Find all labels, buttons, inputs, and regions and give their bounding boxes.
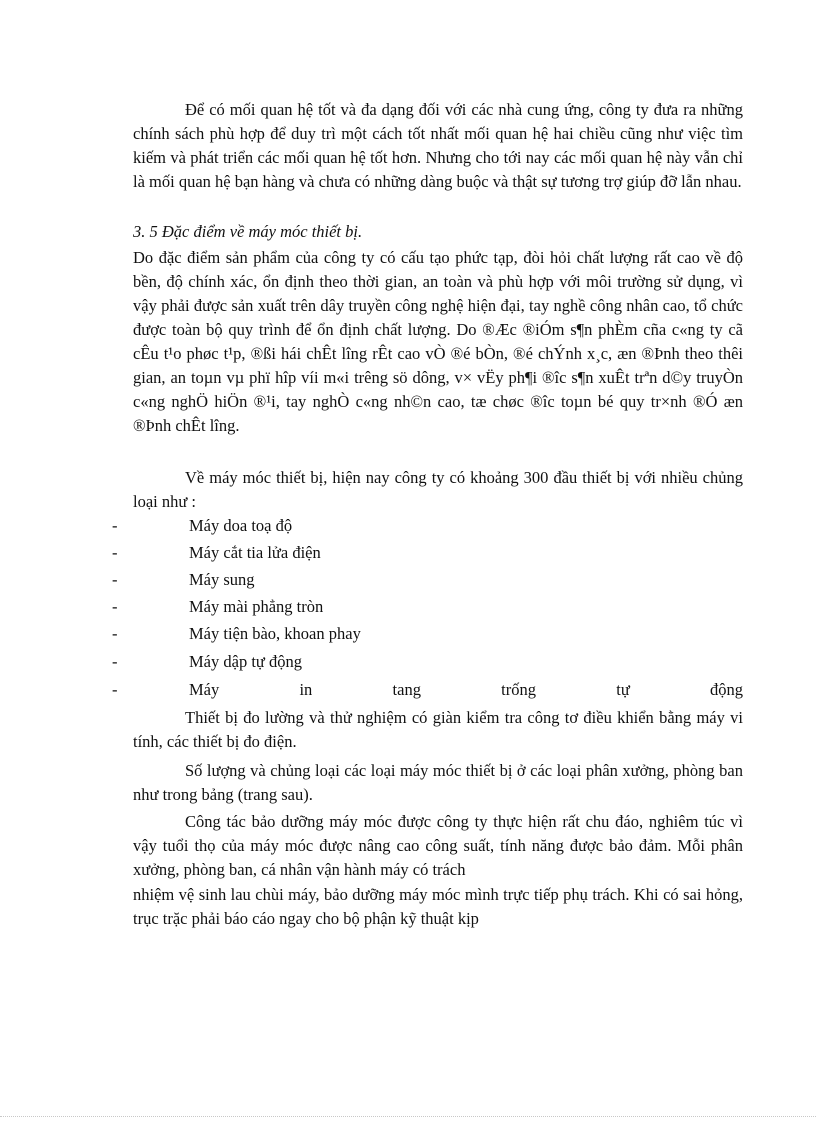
list-dash: - <box>112 624 118 643</box>
list-dash: - <box>112 570 118 589</box>
list-item <box>0 652 816 678</box>
list-item-text: Máy dập tự động <box>189 652 302 671</box>
paragraph-maintenance: Công tác bảo dưỡng máy móc được công ty thực hiện rất chu đáo, nghiêm túc vì vậy tuổi thọ của máy móc được nâng cao công suất, tính năng được bảo đảm. Mỗi phân xưởng, phòng ban, cá nhân vận hành máy có trách <box>133 812 743 879</box>
paragraph-product-features: Do đặc điểm sản phẩm của công ty có cấu tạo phức tạp, đòi hỏi chất lượng rất cao về độ bền, độ chính xác, ổn định theo thời gian, an toàn và phù hợp với môi trường sử dụng, vì vậy phải được sản xuất trên dây truyền công nghệ hiện đại, tay nghề công nhân cao, tổ chức được toàn bộ quy trình để ổn định chất lượng. Do ®Æc ®iÓm s¶n phÈm cña c«ng ty cã cÊu t¹o phøc t¹p, ®ßi hái chÊt lîng rÊt cao vÒ ®é bÒn, ®é chÝnh x¸c, æn ®Þnh theo thêi gian, an toµn vµ phï hîp víi m«i trêng sö dông, v× vËy ph¶i ®îc s¶n xuÊt trªn d©y truyÒn c«ng nghÖ hiÖn ®¹i, tay nghÒ c«ng nh©n cao, tæ chøc ®îc toµn bé quy tr×nh ®Ó æn ®Þnh chÊt lîng. <box>133 248 743 435</box>
list-item <box>0 543 816 569</box>
list-word: động <box>709 680 743 699</box>
list-item <box>0 597 816 623</box>
list-item <box>0 680 816 706</box>
paragraph-supplier-relations: Để có mối quan hệ tốt và đa dạng đối với các nhà cung ứng, công ty đưa ra những chính sách phù hợp để duy trì một cách tốt nhất mối quan hệ hai chiều cũng như việc tìm kiếm và phát triển các mối quan hệ tốt hơn. Nhưng cho tới nay các mối quan hệ này vẫn chỉ là mối quan hệ bạn hàng và chưa có những dàng buộc và thật sự tương trợ giúp đỡ lẫn nhau. <box>133 100 743 191</box>
list-item-text: Máy tiện bào, khoan phay <box>189 624 361 643</box>
list-item-text: Máy doa toạ độ <box>189 516 293 535</box>
list-dash: - <box>112 543 118 562</box>
list-dash: - <box>112 597 118 616</box>
list-item <box>0 570 816 596</box>
list-dash: - <box>112 680 118 699</box>
list-item-text <box>189 680 743 700</box>
paragraph-measurement-equipment: Thiết bị đo lường và thử nghiệm có giàn kiểm tra công tơ điều khiển bằng máy vi tính, các thiết bị đo điện. <box>133 708 743 751</box>
paragraph-equipment-intro: Về máy móc thiết bị, hiện nay công ty có khoảng 300 đầu thiết bị với nhiều chủng loại như : <box>133 468 743 511</box>
list-word: in <box>299 680 313 699</box>
list-word: tang <box>392 680 421 699</box>
list-dash: - <box>112 516 118 535</box>
list-item-text: Máy sung <box>189 570 255 589</box>
list-item <box>0 516 816 542</box>
list-word: Máy <box>189 680 220 699</box>
list-item-text: Máy mài phẳng tròn <box>189 597 324 616</box>
section-heading: 3. 5 Đặc điểm về máy móc thiết bị. <box>133 222 363 241</box>
list-item <box>0 624 816 650</box>
paragraph-maintenance-cont: nhiệm vệ sinh lau chùi máy, bảo dưỡng máy móc mình trực tiếp phụ trách. Khi có sai hỏng, trục trặc phải báo cáo ngay cho bộ phận kỹ thuật kịp <box>133 885 743 928</box>
list-dash: - <box>112 652 118 671</box>
list-word: trống <box>501 680 537 699</box>
list-word: tự <box>616 680 630 699</box>
page-bottom-divider <box>0 1116 816 1117</box>
list-item-text: Máy cắt tia lửa điện <box>189 543 321 562</box>
paragraph-equipment-table-ref: Số lượng và chủng loại các loại máy móc thiết bị ở các loại phân xưởng, phòng ban như trong bảng (trang sau). <box>133 761 743 804</box>
